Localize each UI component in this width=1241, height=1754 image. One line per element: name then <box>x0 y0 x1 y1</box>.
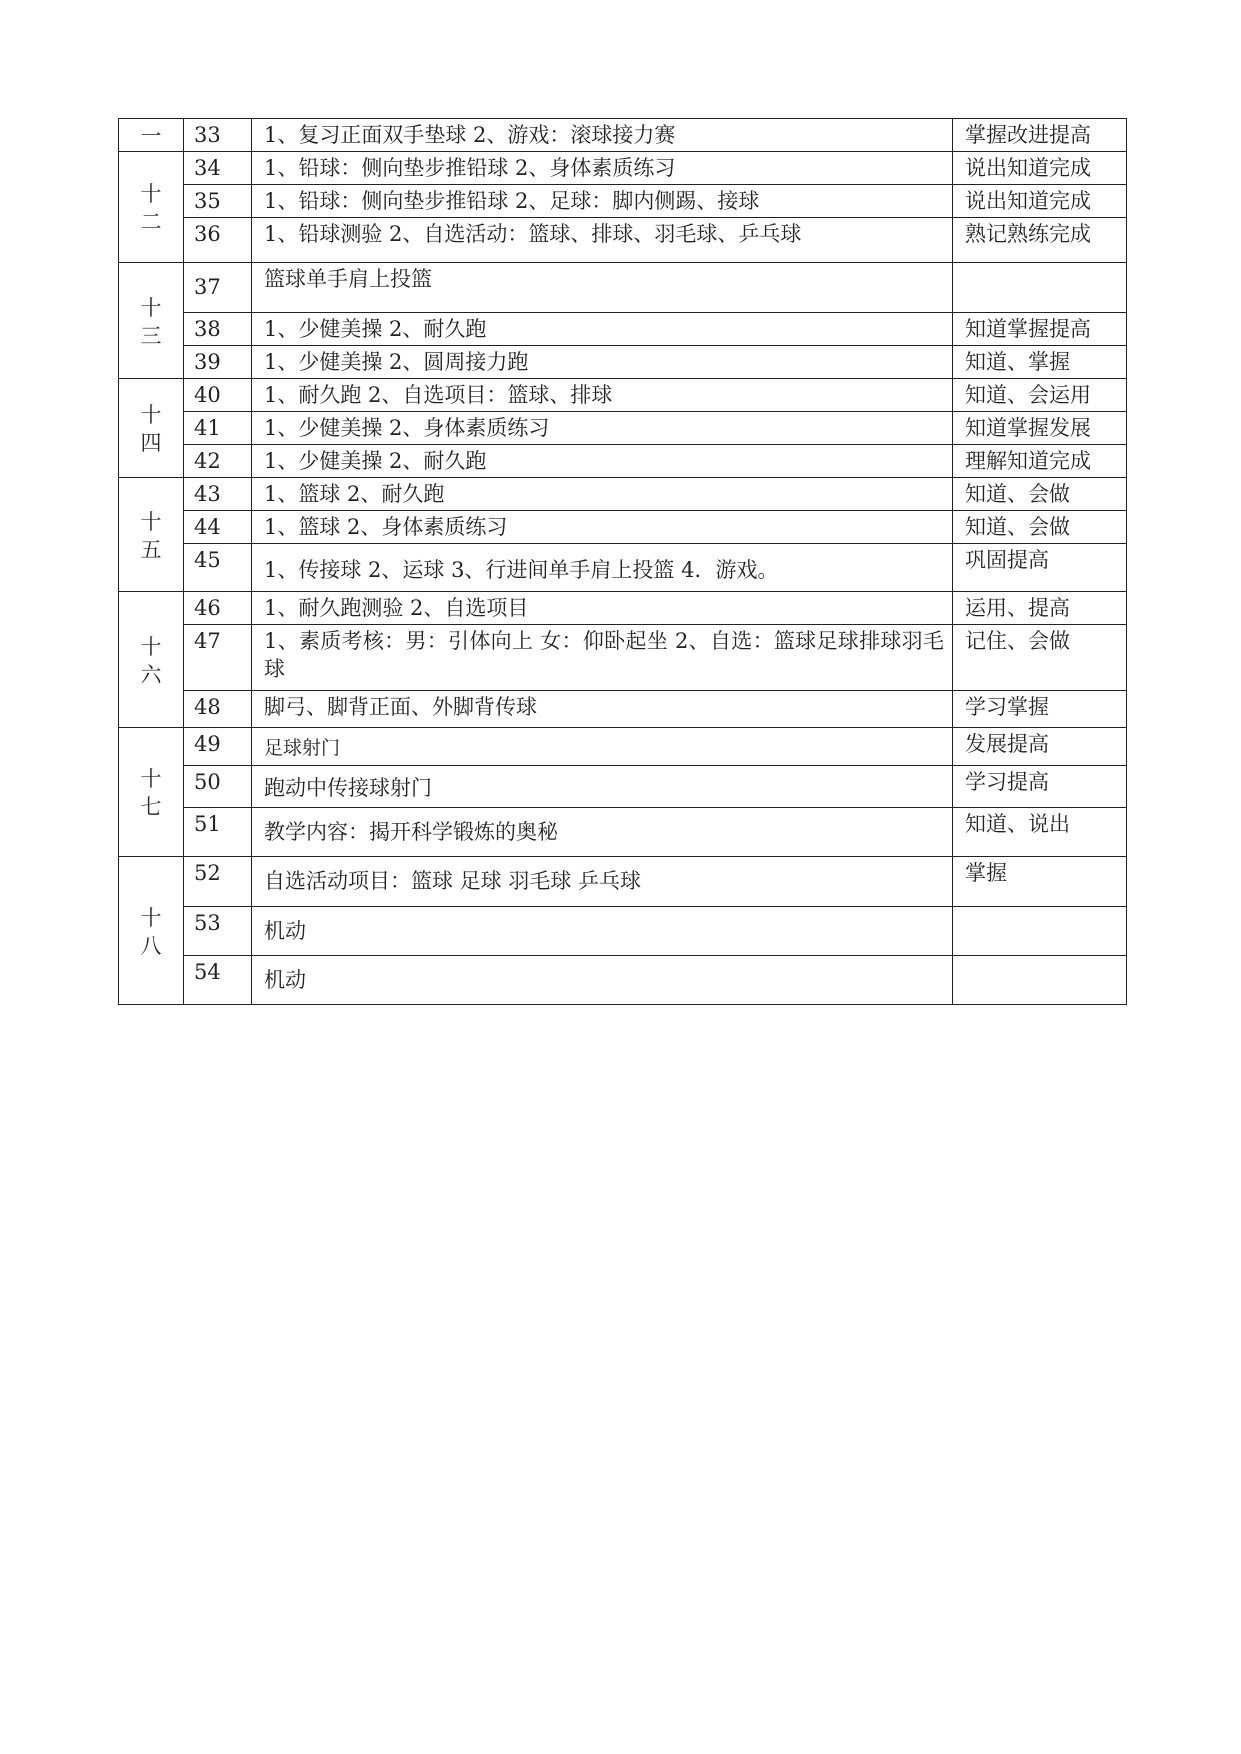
lesson-content: 1、铅球：侧向垫步推铅球 2、身体素质练习 <box>252 152 953 185</box>
week-label: 四 <box>140 431 162 455</box>
lesson-content: 1、少健美操 2、耐久跑 <box>252 313 953 346</box>
table-row <box>119 907 1127 956</box>
week-label: 十 <box>140 634 162 659</box>
lesson-number: 40 <box>184 379 252 412</box>
table-row <box>119 691 1127 728</box>
table-row <box>119 511 1127 544</box>
lesson-number: 35 <box>184 185 252 218</box>
lesson-number: 47 <box>184 625 252 691</box>
lesson-content: 足球射门 <box>252 728 953 766</box>
week-label: 十 <box>140 509 162 534</box>
lesson-goal: 发展提高 <box>953 728 1127 766</box>
table-row <box>119 263 1127 313</box>
lesson-goal: 掌握改进提高 <box>953 119 1127 152</box>
table-row <box>119 445 1127 478</box>
lesson-goal: 说出知道完成 <box>953 152 1127 185</box>
week-label: 二 <box>140 210 162 234</box>
lesson-number: 34 <box>184 152 252 185</box>
table-row <box>119 728 1127 766</box>
lesson-goal: 学习掌握 <box>953 691 1127 728</box>
week-label: 三 <box>140 323 162 348</box>
week-cell <box>119 478 184 592</box>
lesson-content: 1、少健美操 2、耐久跑 <box>252 445 953 478</box>
week-cell: 一 <box>119 119 184 152</box>
week-label: 七 <box>140 795 162 819</box>
table-row <box>119 544 1127 592</box>
table-row <box>119 857 1127 907</box>
lesson-number: 50 <box>184 766 252 808</box>
lesson-goal <box>953 956 1127 1005</box>
lesson-number: 45 <box>184 544 252 592</box>
lesson-goal: 知道、会做 <box>953 478 1127 511</box>
lesson-goal: 知道、会做 <box>953 511 1127 544</box>
lesson-content: 篮球单手肩上投篮 <box>252 263 953 313</box>
lesson-content: 1、铅球：侧向垫步推铅球 2、足球：脚内侧踢、接球 <box>252 185 953 218</box>
lesson-goal: 理解知道完成 <box>953 445 1127 478</box>
table-row <box>119 956 1127 1005</box>
lesson-content: 1、少健美操 2、圆周接力跑 <box>252 346 953 379</box>
week-cell <box>119 857 184 1005</box>
lesson-number: 39 <box>184 346 252 379</box>
lesson-number: 36 <box>184 218 252 263</box>
week-label: 十 <box>140 295 162 320</box>
week-label: 六 <box>140 662 162 687</box>
lesson-content: 1、耐久跑测验 2、自选项目 <box>252 592 953 625</box>
lesson-goal: 记住、会做 <box>953 625 1127 691</box>
lesson-number: 41 <box>184 412 252 445</box>
lesson-content: 教学内容：揭开科学锻炼的奥秘 <box>252 808 953 857</box>
lesson-content: 1、耐久跑 2、自选项目：篮球、排球 <box>252 379 953 412</box>
lesson-content: 1、少健美操 2、身体素质练习 <box>252 412 953 445</box>
lesson-goal: 知道、会运用 <box>953 379 1127 412</box>
week-label: 八 <box>140 933 162 958</box>
lesson-goal: 运用、提高 <box>953 592 1127 625</box>
week-cell <box>119 152 184 263</box>
table-row <box>119 119 1127 152</box>
table-row <box>119 808 1127 857</box>
lesson-goal <box>953 263 1127 313</box>
week-cell <box>119 379 184 478</box>
lesson-content: 脚弓、脚背正面、外脚背传球 <box>252 691 953 728</box>
lesson-number: 37 <box>184 263 252 313</box>
lesson-content: 1、篮球 2、身体素质练习 <box>252 511 953 544</box>
lesson-content: 自选活动项目：篮球 足球 羽毛球 乒乓球 <box>252 857 953 907</box>
week-label: 五 <box>140 537 162 562</box>
lesson-goal: 掌握 <box>953 857 1127 907</box>
lesson-content: 1、复习正面双手垫球 2、游戏：滚球接力赛 <box>252 119 953 152</box>
lesson-number: 42 <box>184 445 252 478</box>
week-label: 十 <box>140 403 162 427</box>
lesson-goal: 知道、掌握 <box>953 346 1127 379</box>
lesson-number: 38 <box>184 313 252 346</box>
lesson-goal: 巩固提高 <box>953 544 1127 592</box>
lesson-number: 53 <box>184 907 252 956</box>
table-row <box>119 412 1127 445</box>
lesson-goal: 知道掌握发展 <box>953 412 1127 445</box>
lesson-content: 1、传接球 2、运球 3、行进间单手肩上投篮 4．游戏。 <box>252 544 953 592</box>
schedule-table-body <box>119 119 1127 1005</box>
week-label: 十 <box>140 767 162 791</box>
table-row <box>119 346 1127 379</box>
table-row <box>119 152 1127 185</box>
week-cell <box>119 263 184 379</box>
lesson-content: 1、铅球测验 2、自选活动：篮球、排球、羽毛球、乒乓球 <box>252 218 953 263</box>
table-row <box>119 766 1127 808</box>
lesson-goal: 学习提高 <box>953 766 1127 808</box>
lesson-number: 46 <box>184 592 252 625</box>
table-row <box>119 218 1127 263</box>
lesson-content: 机动 <box>252 907 953 956</box>
lesson-content: 1、篮球 2、耐久跑 <box>252 478 953 511</box>
week-cell <box>119 592 184 728</box>
week-label: 十 <box>140 182 162 206</box>
lesson-content: 机动 <box>252 956 953 1005</box>
lesson-number: 52 <box>184 857 252 907</box>
lesson-number: 49 <box>184 728 252 766</box>
table-row <box>119 478 1127 511</box>
week-label: 十 <box>140 905 162 930</box>
lesson-number: 51 <box>184 808 252 857</box>
lesson-number: 44 <box>184 511 252 544</box>
table-row <box>119 185 1127 218</box>
table-row <box>119 379 1127 412</box>
lesson-number: 48 <box>184 691 252 728</box>
table-row <box>119 625 1127 691</box>
lesson-number: 54 <box>184 956 252 1005</box>
lesson-goal: 说出知道完成 <box>953 185 1127 218</box>
lesson-goal: 熟记熟练完成 <box>953 218 1127 263</box>
schedule-table <box>118 118 1127 1005</box>
lesson-goal: 知道、说出 <box>953 808 1127 857</box>
lesson-content: 跑动中传接球射门 <box>252 766 953 808</box>
lesson-goal: 知道掌握提高 <box>953 313 1127 346</box>
lesson-number: 43 <box>184 478 252 511</box>
lesson-goal <box>953 907 1127 956</box>
table-row <box>119 313 1127 346</box>
lesson-content: 1、素质考核：男：引体向上 女：仰卧起坐 2、自选：篮球足球排球羽毛球 <box>252 625 953 691</box>
table-row <box>119 592 1127 625</box>
week-cell <box>119 728 184 857</box>
lesson-number: 33 <box>184 119 252 152</box>
